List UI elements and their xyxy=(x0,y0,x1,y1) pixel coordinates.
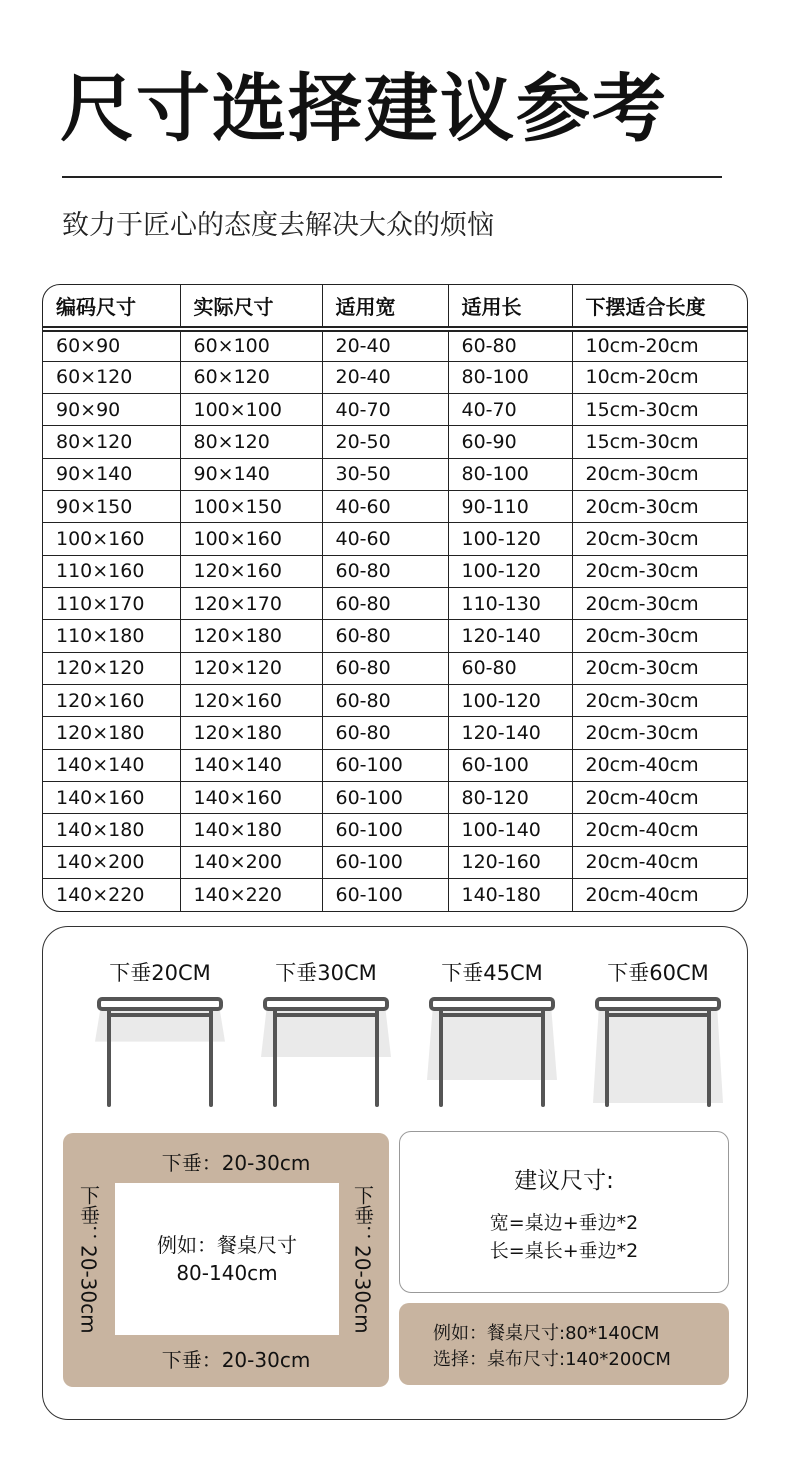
diagram-table-top xyxy=(115,1183,339,1335)
table-row xyxy=(43,361,748,393)
table-cell: 140×140 xyxy=(43,749,180,781)
table-cell: 100×160 xyxy=(180,523,322,555)
table-cell: 20-50 xyxy=(322,426,448,458)
drape-label: 下垂45CM xyxy=(441,961,543,985)
table-cell: 60-80 xyxy=(322,685,448,717)
table-cell: 120×160 xyxy=(180,685,322,717)
page-subtitle: 致力于匠心的态度去解决大众的烦恼 xyxy=(62,210,494,241)
table-cell: 120-160 xyxy=(448,846,572,878)
table-cell: 15cm-30cm xyxy=(572,426,748,458)
table-row xyxy=(43,555,748,587)
table-cell: 110×170 xyxy=(43,588,180,620)
table-cell: 140×160 xyxy=(43,782,180,814)
table-cell: 60×100 xyxy=(180,329,322,361)
table-cell: 80-100 xyxy=(448,458,572,490)
table-top-shape xyxy=(99,999,221,1009)
drape-label: 下垂20CM xyxy=(109,961,211,985)
table-row xyxy=(43,491,748,523)
table-row xyxy=(43,588,748,620)
table-cell: 10cm-20cm xyxy=(572,361,748,393)
table-cell: 20-40 xyxy=(322,361,448,393)
drape-item xyxy=(583,927,733,1127)
table-cell: 100-140 xyxy=(448,814,572,846)
table-cell: 60×120 xyxy=(180,361,322,393)
table-cell: 60-100 xyxy=(322,782,448,814)
table-row xyxy=(43,458,748,490)
table-row xyxy=(43,717,748,749)
table-cell: 120×120 xyxy=(180,652,322,684)
table-cell: 140×200 xyxy=(43,846,180,878)
table-cell: 140×160 xyxy=(180,782,322,814)
table-cell: 60-100 xyxy=(322,879,448,911)
drape-label: 下垂60CM xyxy=(607,961,709,985)
table-cell: 140×180 xyxy=(43,814,180,846)
table-cell: 60-80 xyxy=(322,555,448,587)
table-cell: 120×120 xyxy=(43,652,180,684)
table-top-shape xyxy=(597,999,719,1009)
table-cell: 90×140 xyxy=(43,458,180,490)
table-row xyxy=(43,879,748,911)
table-row xyxy=(43,782,748,814)
table-cell: 140×220 xyxy=(43,879,180,911)
table-cell: 10cm-20cm xyxy=(572,329,748,361)
table-drape-icon xyxy=(583,993,733,1109)
table-drape-icon xyxy=(417,993,567,1109)
table-cell: 20cm-40cm xyxy=(585,884,699,907)
table-cell: 140×180 xyxy=(180,814,322,846)
drape-panel xyxy=(42,926,748,1420)
column-header: 适用长 xyxy=(448,285,572,329)
column-header: 适用宽 xyxy=(322,285,448,329)
table-cell: 60-100 xyxy=(322,846,448,878)
table-cell: 120-140 xyxy=(448,717,572,749)
column-header: 编码尺寸 xyxy=(43,285,180,329)
table-cell: 40-70 xyxy=(448,394,572,426)
table-cell: 90-110 xyxy=(448,491,572,523)
table-row xyxy=(43,685,748,717)
diagram-bottom-label: 下垂：20-30cm xyxy=(161,1348,311,1372)
table-drape-icon xyxy=(251,993,401,1109)
table-cell: 60×120 xyxy=(43,361,180,393)
advice-length-formula: 长=桌长+垂边*2 xyxy=(489,1240,639,1262)
table-row xyxy=(43,620,748,652)
table-top-shape xyxy=(431,999,553,1009)
table-row xyxy=(43,814,748,846)
table-cell: 80×120 xyxy=(180,426,322,458)
table-cell: 140×200 xyxy=(180,846,322,878)
size-table xyxy=(42,284,748,912)
example-line-table: 例如：餐桌尺寸:80*140CM xyxy=(433,1323,660,1344)
advice-title: 建议尺寸: xyxy=(514,1168,614,1194)
table-cell: 120×170 xyxy=(180,588,322,620)
diagram-top-label: 下垂：20-30cm xyxy=(161,1151,311,1175)
table-cell: 120×160 xyxy=(180,555,322,587)
table-cell: 110×180 xyxy=(43,620,180,652)
table-cell: 100-120 xyxy=(448,685,572,717)
table-cell: 140-180 xyxy=(448,879,572,911)
table-cell: 100-120 xyxy=(448,555,572,587)
table-row xyxy=(43,394,748,426)
table-cell: 20cm-40cm xyxy=(572,846,748,878)
table-cell: 60-100 xyxy=(448,749,572,781)
table-cell: 20-40 xyxy=(322,329,448,361)
table-cell: 20cm-30cm xyxy=(572,717,748,749)
drape-item xyxy=(251,927,401,1127)
table-cell: 60-80 xyxy=(322,652,448,684)
table-cell: 20cm-30cm xyxy=(572,491,748,523)
table-row xyxy=(43,749,748,781)
advice-width-formula: 宽=桌边+垂边*2 xyxy=(489,1212,639,1234)
drape-label: 下垂30CM xyxy=(275,961,377,985)
table-cell: 60×90 xyxy=(43,329,180,361)
table-cell: 20cm-30cm xyxy=(572,588,748,620)
example-box xyxy=(399,1303,729,1385)
tablecloth-shape xyxy=(261,1005,391,1057)
table-top-shape xyxy=(265,999,387,1009)
table-cell: 20cm-30cm xyxy=(572,523,748,555)
table-row xyxy=(43,846,748,878)
table-cell: 15cm-30cm xyxy=(572,394,748,426)
table-cell: 60-100 xyxy=(322,749,448,781)
table-cell: 100×150 xyxy=(180,491,322,523)
diagram-right xyxy=(343,1183,383,1335)
table-cell: 20cm-40cm xyxy=(572,749,748,781)
table-cell: 80-120 xyxy=(448,782,572,814)
page-title: 尺寸选择建议参考 xyxy=(60,66,668,152)
table-cell: 60-90 xyxy=(448,426,572,458)
table-cell: 110×160 xyxy=(43,555,180,587)
table-cell: 60-80 xyxy=(322,717,448,749)
table-header-row xyxy=(43,285,748,329)
table-cell: 40-60 xyxy=(322,523,448,555)
table-cell: 140×140 xyxy=(180,749,322,781)
table-cell: 90×90 xyxy=(43,394,180,426)
table-cell: 40-70 xyxy=(322,394,448,426)
example-line-cloth: 选择：桌布尺寸:140*200CM xyxy=(433,1349,671,1370)
table-cell: 120×180 xyxy=(180,620,322,652)
table-cell: 20cm-30cm xyxy=(572,458,748,490)
table-cell: 20cm-40cm xyxy=(572,814,748,846)
table-row xyxy=(43,652,748,684)
table-cell: 20cm-30cm xyxy=(572,620,748,652)
table-cell: 60-80 xyxy=(322,620,448,652)
table-cell: 60-80 xyxy=(448,652,572,684)
table-cell: 90×150 xyxy=(43,491,180,523)
table-cell: 120×180 xyxy=(43,717,180,749)
advice-box xyxy=(399,1131,729,1293)
title-divider xyxy=(62,176,722,178)
drape-item xyxy=(85,927,235,1127)
table-row xyxy=(43,426,748,458)
table-cell: 100×100 xyxy=(180,394,322,426)
drape-diagram xyxy=(63,1133,389,1387)
table-cell: 120×180 xyxy=(180,717,322,749)
table-cell: 120×160 xyxy=(43,685,180,717)
column-header: 下摆适合长度 xyxy=(572,285,748,329)
table-cell: 60-100 xyxy=(322,814,448,846)
table-cell: 20cm-30cm xyxy=(572,685,748,717)
table-cell: 100-120 xyxy=(448,523,572,555)
table-cell: 90×140 xyxy=(180,458,322,490)
diagram-right-label: 下垂：20-30cm xyxy=(350,1184,375,1334)
table-row xyxy=(43,523,748,555)
table-cell: 110-130 xyxy=(448,588,572,620)
table-cell: 20cm-40cm xyxy=(572,782,748,814)
table-cell: 100×160 xyxy=(43,523,180,555)
tablecloth-shape xyxy=(593,1005,723,1103)
table-drape-icon xyxy=(85,993,235,1109)
table-cell: 120-140 xyxy=(448,620,572,652)
table-cell: 40-60 xyxy=(322,491,448,523)
table-cell: 60-80 xyxy=(448,329,572,361)
table-cell: 30-50 xyxy=(322,458,448,490)
diagram-example xyxy=(115,1231,339,1287)
table-cell: 140×220 xyxy=(180,879,322,911)
diagram-example-line1: 例如：餐桌尺寸 xyxy=(157,1233,297,1257)
diagram-left xyxy=(69,1183,109,1335)
drape-item xyxy=(417,927,567,1127)
table-cell: 20cm-30cm xyxy=(572,652,748,684)
table-cell: 60-80 xyxy=(322,588,448,620)
table-cell: 80-100 xyxy=(448,361,572,393)
diagram-example-line2: 80-140cm xyxy=(176,1261,278,1285)
table-row xyxy=(43,329,748,361)
diagram-left-label: 下垂：20-30cm xyxy=(76,1184,101,1334)
table-cell: 80×120 xyxy=(43,426,180,458)
column-header: 实际尺寸 xyxy=(180,285,322,329)
table-cell: 20cm-30cm xyxy=(572,555,748,587)
